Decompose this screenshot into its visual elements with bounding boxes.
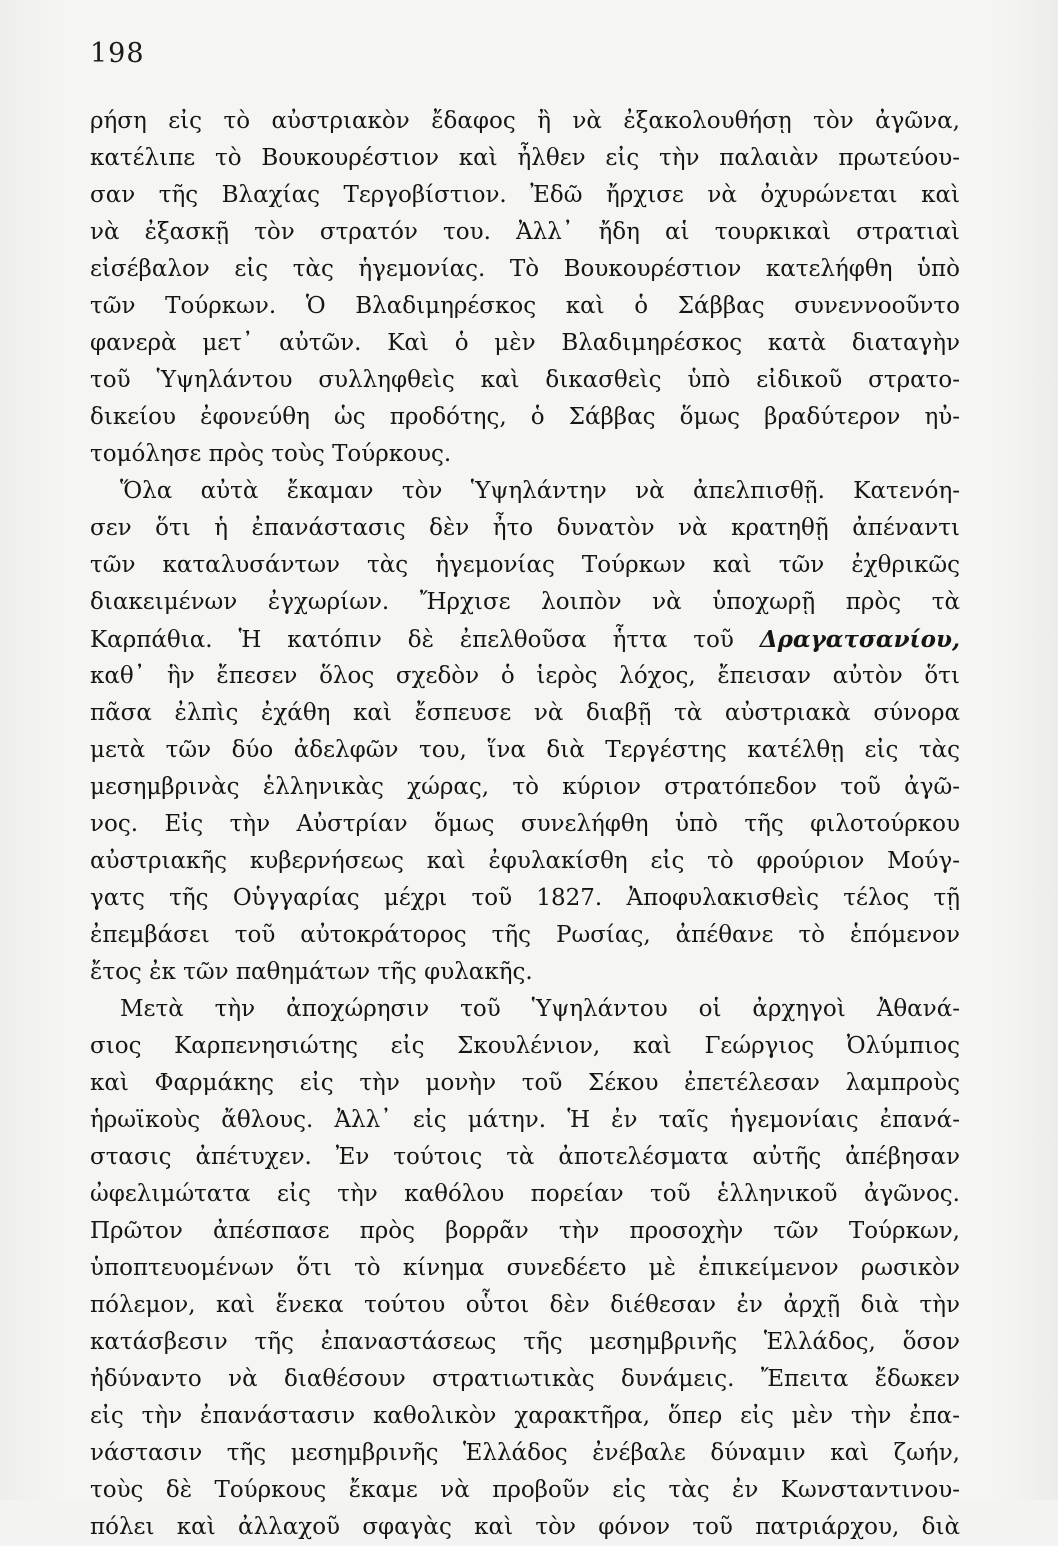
text-line-content: τοὺς δὲ Τούρκους ἔκαμε νὰ προβοῦν εἰς τὰς ἐν Κωνσταντινου-	[90, 1477, 960, 1503]
text-line	[90, 1102, 960, 1139]
page-number: 198	[90, 38, 145, 69]
text-line	[90, 695, 960, 732]
text-line	[90, 140, 960, 177]
text-line-content: σαν τῆς Βλαχίας Τεργοβίστιον. Ἐδῶ ἤρχισε νὰ ὀχυρώνεται καὶ	[90, 182, 960, 208]
text-line	[90, 954, 960, 991]
text-line-content: πόλεμον, καὶ ἕνεκα τούτου οὗτοι δὲν διέθεσαν ἐν ἀρχῇ διὰ τὴν	[90, 1292, 960, 1318]
text-line	[90, 1472, 960, 1509]
text-line	[90, 473, 960, 510]
text-line-content: πόλει καὶ ἀλλαχοῦ σφαγὰς καὶ τὸν φόνον τοῦ πατριάρχου, διὰ	[90, 1514, 960, 1540]
text-line-content: γατς τῆς Οὑγγαρίας μέχρι τοῦ 1827. Ἀποφυλακισθεὶς τέλος τῇ	[90, 885, 960, 911]
emphasized-placename: Δραγατσανίου,	[759, 626, 960, 653]
text-line-content: τοῦ Ὑψηλάντου συλληφθεὶς καὶ δικασθεὶς ὑπὸ εἰδικοῦ στρατο-	[90, 367, 960, 393]
text-line-content: εἰσέβαλον εἰς τὰς ἡγεμονίας. Τὸ Βουκουρέστιον κατελήφθη ὑπὸ	[90, 256, 960, 282]
text-line-content: κατάσβεσιν τῆς ἐπαναστάσεως τῆς μεσημβρινῆς Ἑλλάδος, ὅσον	[90, 1329, 960, 1355]
text-line	[90, 769, 960, 806]
text-line	[90, 584, 960, 621]
text-line-content: Ὅλα αὐτὰ ἔκαμαν τὸν Ὑψηλάντην νὰ ἀπελπισθῇ. Κατενόη-	[120, 478, 960, 504]
text-line	[90, 843, 960, 880]
text-line-content: ρήση εἰς τὸ αὐστριακὸν ἔδαφος ἢ νὰ ἐξακολουθήσῃ τὸν ἀγῶνα,	[90, 108, 960, 134]
text-line-content: σιος Καρπενησιώτης εἰς Σκουλένιον, καὶ Γεώργιος Ὀλύμπιος	[90, 1033, 960, 1059]
text-line	[90, 547, 960, 584]
text-line	[90, 806, 960, 843]
text-line	[90, 362, 960, 399]
text-line	[90, 1509, 960, 1546]
text-line-content: ἔτος ἐκ τῶν παθημάτων τῆς φυλακῆς.	[90, 959, 533, 985]
text-line-content: Πρῶτον ἀπέσπασε πρὸς βορρᾶν τὴν προσοχὴν τῶν Τούρκων,	[90, 1218, 960, 1244]
text-line	[90, 1287, 960, 1324]
text-line	[90, 917, 960, 954]
text-line-content: τῶν Τούρκων. Ὁ Βλαδιμηρέσκος καὶ ὁ Σάββας συνεννοοῦντο	[90, 293, 960, 319]
text-line-content: πᾶσα ἐλπὶς ἐχάθη καὶ ἔσπευσε νὰ διαβῇ τὰ αὐστριακὰ σύνορα	[90, 700, 960, 726]
text-line-content: ὠφελιμώτατα εἰς τὴν καθόλου πορείαν τοῦ ἑλληνικοῦ ἀγῶνος.	[90, 1181, 960, 1207]
text-line-content: σεν ὅτι ἡ ἐπανάστασις δὲν ἦτο δυνατὸν νὰ κρατηθῇ ἀπέναντι	[90, 515, 960, 541]
text-line-content: καθ᾽ ἣν ἔπεσεν ὅλος σχεδὸν ὁ ἱερὸς λόχος, ἔπεισαν αὐτὸν ὅτι	[90, 663, 960, 689]
text-line	[90, 436, 960, 473]
text-line	[90, 1250, 960, 1287]
text-line-content: μετὰ τῶν δύο ἀδελφῶν του, ἵνα διὰ Τεργέστης κατέλθῃ εἰς τὰς	[90, 737, 960, 763]
text-line	[90, 288, 960, 325]
body-text	[90, 103, 960, 1546]
text-line	[90, 621, 960, 658]
text-line	[90, 510, 960, 547]
text-line-content: ὑποπτευομένων ὅτι τὸ κίνημα συνεδέετο μὲ ἐπικείμενον ρωσικὸν	[90, 1255, 960, 1281]
text-line-content: ἡρωϊκοὺς ἄθλους. Ἀλλ᾽ εἰς μάτην. Ἡ ἐν ταῖς ἡγεμονίαις ἐπανά-	[90, 1107, 960, 1133]
text-line	[90, 1398, 960, 1435]
text-line	[90, 1065, 960, 1102]
text-line-content: ἐπεμβάσει τοῦ αὐτοκράτορος τῆς Ρωσίας, ἀπέθανε τὸ ἑπόμενον	[90, 922, 960, 948]
text-line	[90, 658, 960, 695]
text-line-content: νάστασιν τῆς μεσημβρινῆς Ἑλλάδος ἐνέβαλε δύναμιν καὶ ζωήν,	[90, 1440, 960, 1466]
text-line	[90, 103, 960, 140]
text-line	[90, 1324, 960, 1361]
text-line	[90, 1213, 960, 1250]
text-line-content: Μετὰ τὴν ἀποχώρησιν τοῦ Ὑψηλάντου οἱ ἀρχηγοὶ Ἀθανά-	[120, 996, 960, 1022]
text-line-content: καὶ Φαρμάκης εἰς τὴν μονὴν τοῦ Σέκου ἐπετέλεσαν λαμπροὺς	[90, 1070, 960, 1096]
text-line	[90, 177, 960, 214]
text-line-content: Καρπάθια. Ἡ κατόπιν δὲ ἐπελθοῦσα ἧττα τοῦ	[90, 627, 760, 653]
text-line	[90, 1435, 960, 1472]
text-line-content: στασις ἀπέτυχεν. Ἐν τούτοις τὰ ἀποτελέσματα αὐτῆς ἀπέβησαν	[90, 1144, 960, 1170]
text-line-content: τῶν καταλυσάντων τὰς ἡγεμονίας Τούρκων καὶ τῶν ἐχθρικῶς	[90, 552, 960, 578]
text-line	[90, 880, 960, 917]
text-line	[90, 1361, 960, 1398]
text-line	[90, 325, 960, 362]
text-line	[90, 251, 960, 288]
text-line-content: κατέλιπε τὸ Βουκουρέστιον καὶ ἦλθεν εἰς τὴν παλαιὰν πρωτεύου-	[90, 145, 960, 171]
text-line-content: ἠδύναντο νὰ διαθέσουν στρατιωτικὰς δυνάμεις. Ἔπειτα ἔδωκεν	[90, 1366, 960, 1392]
text-line-content: νος. Εἰς τὴν Αὐστρίαν ὅμως συνελήφθη ὑπὸ τῆς φιλοτούρκου	[90, 811, 960, 837]
text-line	[90, 991, 960, 1028]
text-line-content: φανερὰ μετ᾽ αὐτῶν. Καὶ ὁ μὲν Βλαδιμηρέσκος κατὰ διαταγὴν	[90, 330, 960, 356]
text-line	[90, 732, 960, 769]
text-line	[90, 1028, 960, 1065]
text-line-content: διακειμένων ἐγχωρίων. Ἤρχισε λοιπὸν νὰ ὑποχωρῇ πρὸς τὰ	[90, 589, 960, 615]
text-line-content: νὰ ἐξασκῇ τὸν στρατόν του. Ἀλλ᾽ ἤδη αἱ τουρκικαὶ στρατιαὶ	[90, 219, 960, 245]
text-line-content: αὐστριακῆς κυβερνήσεως καὶ ἐφυλακίσθη εἰς τὸ φρούριον Μούγ-	[90, 848, 960, 874]
text-line-content: δικείου ἐφονεύθη ὡς προδότης, ὁ Σάββας ὅμως βραδύτερον ηὐ-	[90, 404, 960, 430]
text-line	[90, 214, 960, 251]
text-line	[90, 1176, 960, 1213]
text-line	[90, 399, 960, 436]
text-line-content: μεσημβρινὰς ἑλληνικὰς χώρας, τὸ κύριον στρατόπεδον τοῦ ἀγῶ-	[90, 774, 960, 800]
text-line-content: τομόλησε πρὸς τοὺς Τούρκους.	[90, 441, 452, 467]
text-line-content: εἰς τὴν ἐπανάστασιν καθολικὸν χαρακτῆρα, ὅπερ εἰς μὲν τὴν ἐπα-	[90, 1403, 960, 1429]
text-line	[90, 1139, 960, 1176]
